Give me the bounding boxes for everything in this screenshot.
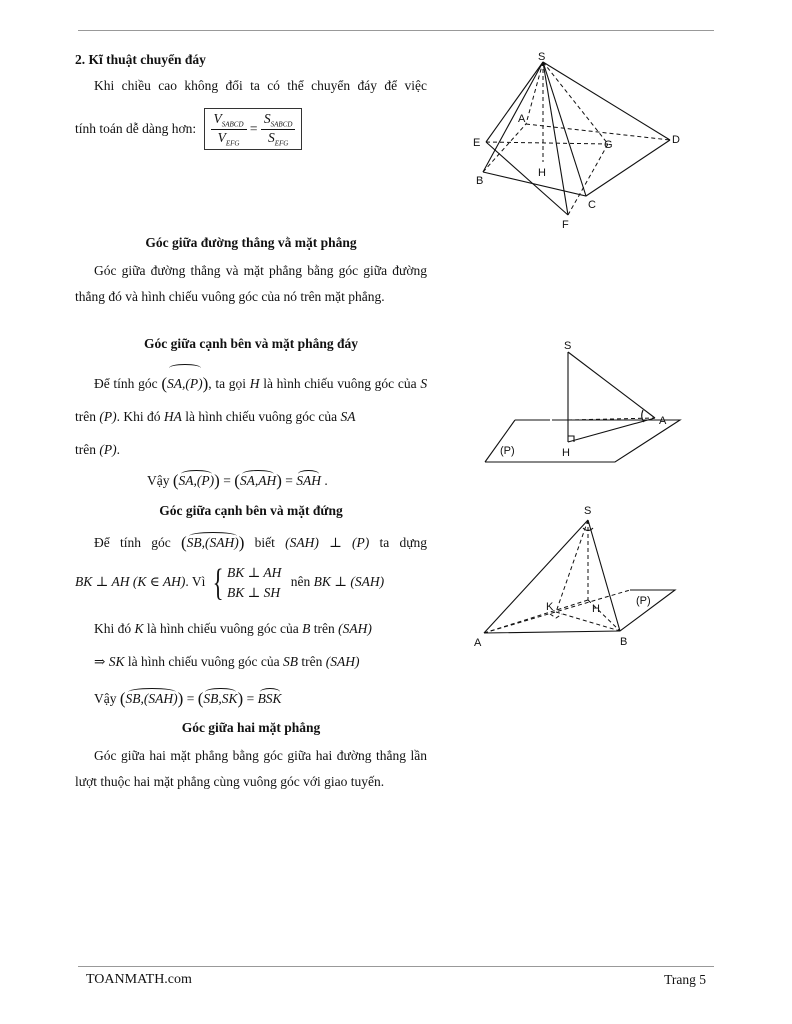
fig2-label-P: (P): [500, 445, 515, 457]
section-title: 2. Kĩ thuật chuyển đáy: [75, 52, 206, 67]
fig1-label-H: H: [538, 167, 546, 179]
fig3-label-H: H: [592, 603, 600, 615]
formula-equals: =: [249, 121, 258, 137]
figure-edge-vertical-angle: [470, 500, 690, 650]
intro-line-1: Khi chiều cao không đổi ta có thể chuyển đáy để việc: [94, 78, 427, 93]
fig2-label-A: A: [659, 415, 667, 427]
paragraph-line-plane: Góc giữa đường thẳng và mặt phẳng bằng góc giữa đường thẳng đó và hình chiếu vuông góc của nó trên mặt phẳng.: [75, 263, 427, 304]
fig1-label-B: B: [476, 175, 484, 187]
figure-pyramid-base-change: [468, 50, 688, 232]
conclusion-bsk: Vậy (SB,(SAH)) = (SB,SK) = BSK: [94, 689, 282, 708]
heading-edge-vertical-angle: Góc giữa cạnh bên và mặt đứng: [159, 503, 343, 518]
fig3-label-A: A: [474, 637, 482, 649]
fig1-label-A: A: [518, 113, 526, 125]
fig1-label-E: E: [473, 137, 481, 149]
frac-area: $\frac{S_{SABCD}}{S_{EFG}}$: [261, 111, 296, 147]
footer-site[interactable]: TOANMATH.com: [86, 972, 192, 987]
fig2-label-H: H: [562, 447, 570, 459]
fig1-label-C: C: [588, 199, 596, 211]
paragraph-projection-k: Khi đó K là hình chiếu vuông góc của B trên (SAH): [94, 621, 372, 636]
paragraph-edge-vertical-1: Để tính góc (SB,(SAH)) biết (SAH) ⊥ (P) ta dựng: [94, 533, 428, 552]
formula-box: [204, 108, 303, 150]
fig1-label-F: F: [562, 219, 569, 231]
intro-line-2-text: tính toán dễ dàng hơn:: [75, 121, 197, 137]
paragraph-edge-vertical-2: BK ⊥ AH (K ∈ AH). Vì { BK ⊥ AH BK ⊥ SH nên BK ⊥ (SAH): [75, 562, 385, 604]
heading-edge-base-angle: Góc giữa cạnh bên và mặt phẳng đáy: [143, 336, 358, 351]
fig3-label-P: (P): [636, 595, 651, 607]
frac-volume: $\frac{V_{SABCD}}{V_{EFG}}$: [211, 111, 247, 147]
conclusion-sah: Vậy (SA,(P)) = (SA,AH) = SAH .: [147, 471, 328, 490]
footer-rule: [78, 966, 714, 967]
fig1-label-S: S: [538, 51, 546, 63]
paragraph-projection-sk: ⇒ SK là hình chiếu vuông góc của SB trên (SAH): [94, 654, 360, 669]
fig3-label-S: S: [584, 505, 592, 517]
intro-line-2: [75, 108, 302, 150]
paragraph-two-planes: Góc giữa hai mặt phẳng bằng góc giữa hai đường thẳng lần lượt thuộc hai mặt phẳng cùng vuông góc với giao tuyến.: [75, 748, 427, 789]
heading-two-planes-angle: Góc giữa hai mặt phẳng: [181, 720, 321, 735]
fig2-label-S: S: [564, 340, 572, 352]
top-rule: [78, 30, 714, 31]
fig1-label-G: G: [604, 139, 613, 151]
fig3-label-K: K: [546, 601, 554, 613]
heading-line-plane-angle: Góc giữa đường thẳng vằ mặt phẳng: [145, 235, 357, 250]
paragraph-edge-base: Để tính góc (SA,(P)), ta gọi H là hình chiếu vuông góc của S trên (P). Khi đó HA là hình chiếu vuông góc của SA trên (P).: [75, 364, 427, 466]
fig1-label-D: D: [672, 134, 680, 146]
figure-edge-base-angle: [480, 338, 690, 468]
footer-page-number: Trang 5: [664, 972, 706, 987]
fig3-label-B: B: [620, 636, 628, 648]
